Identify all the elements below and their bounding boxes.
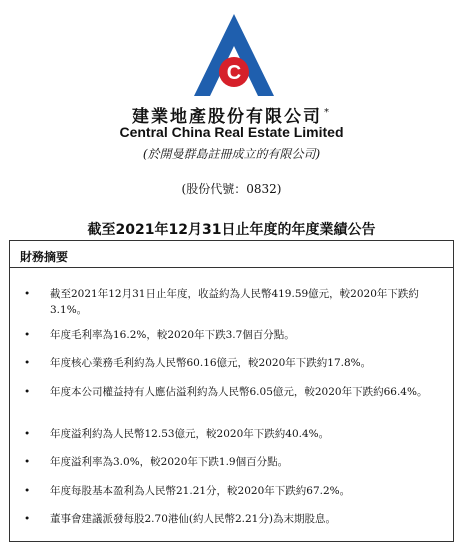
list-item xyxy=(10,327,453,343)
list-item xyxy=(10,355,453,371)
list-item-text: 年度毛利率為16.2%，較2020年下跌3.7個百分點。 xyxy=(50,329,295,341)
bullet: • xyxy=(24,456,31,468)
list-item xyxy=(10,286,453,318)
list-item xyxy=(10,384,453,400)
announcement-title: 截至2021年12月31日止年度的年度業績公告 xyxy=(87,222,376,238)
bullet: • xyxy=(24,428,31,440)
financial-highlights-heading: 財務摘要 xyxy=(10,241,453,268)
list-item-text: 年度溢利約為人民幣12.53億元，較2020年下跌約40.4%。 xyxy=(50,428,330,440)
list-item xyxy=(10,426,453,442)
company-english-name: Central China Real Estate Limited xyxy=(119,124,344,140)
logo-letter: C xyxy=(226,62,242,84)
list-item xyxy=(10,511,453,527)
list-item xyxy=(10,483,453,499)
list-item-text: 董事會建議派發每股2.70港仙(約人民幣2.21分)為末期股息。 xyxy=(50,513,336,525)
bullet: • xyxy=(24,288,31,300)
bullet: • xyxy=(24,386,31,398)
asterisk-mark: * xyxy=(324,107,331,119)
list-item-text: 年度每股基本盈利為人民幣21.21分，較2020年下跌約67.2%。 xyxy=(50,485,351,497)
bullet: • xyxy=(24,513,31,525)
list-item-text: 年度本公司權益持有人應佔溢利約為人民幣6.05億元，較2020年下跌約66.4%。 xyxy=(50,386,428,398)
list-item-text: 截至2021年12月31日止年度，收益約為人民幣419.59億元，較2020年下跌約3.1%。 xyxy=(50,288,419,316)
bullet: • xyxy=(24,329,31,341)
list-item-text: 年度核心業務毛利約為人民幣60.16億元，較2020年下跌約17.8%。 xyxy=(50,357,372,369)
company-chinese-name-text: 建業地產股份有限公司 xyxy=(132,107,322,127)
financial-highlights-box xyxy=(9,240,454,542)
company-logo-icon xyxy=(190,12,278,100)
bullet: • xyxy=(24,485,31,497)
list-item xyxy=(10,454,453,470)
stock-code: (股份代號：0832) xyxy=(181,182,282,196)
bullet: • xyxy=(24,357,31,369)
incorporation-note: (於開曼群島註冊成立的有限公司) xyxy=(142,147,321,161)
list-item-text: 年度溢利率為3.0%，較2020年下跌1.9個百分點。 xyxy=(50,456,289,468)
